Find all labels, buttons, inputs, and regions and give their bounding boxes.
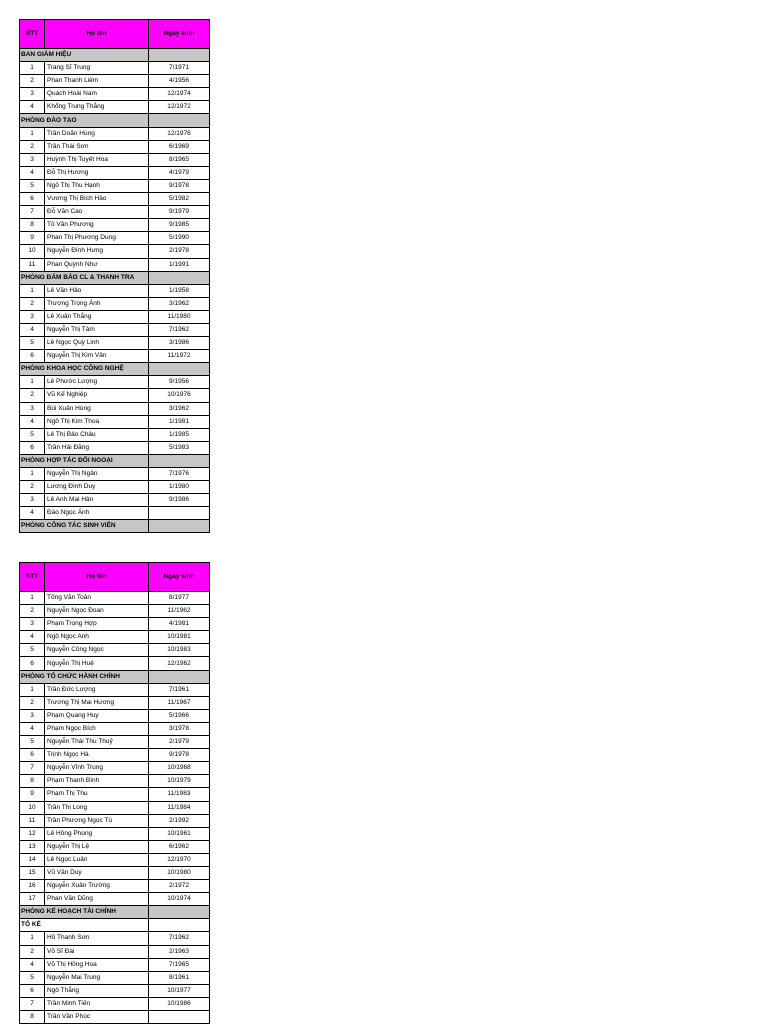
person-name: Võ Sĩ Đài (45, 945, 149, 958)
row-number: 1 (20, 683, 45, 696)
table-row (20, 310, 210, 323)
birth-date: 1/1985 (149, 428, 210, 441)
person-name: Nguyễn Thị Ngân (45, 468, 149, 481)
table-row (20, 709, 210, 722)
table-row (20, 893, 210, 906)
table-row (20, 618, 210, 631)
row-number: 6 (20, 350, 45, 363)
person-name: Nguyễn Thị Lệ (45, 840, 149, 853)
birth-date: 10/1974 (149, 893, 210, 906)
birth-date: 9/1986 (149, 494, 210, 507)
birth-date: 1/1980 (149, 481, 210, 494)
birth-date: 12/1972 (149, 101, 210, 114)
birth-date: 7/1976 (149, 468, 210, 481)
person-name: Bùi Xuân Hùng (45, 402, 149, 415)
header-name: Họ tên (45, 563, 149, 592)
birth-date: 9/1979 (149, 206, 210, 219)
birth-date: 9/1978 (149, 749, 210, 762)
person-name: Trang Sĩ Trung (45, 62, 149, 75)
row-number: 2 (20, 696, 45, 709)
birth-date: 12/1962 (149, 657, 210, 670)
row-number: 3 (20, 709, 45, 722)
birth-date: 8/1961 (149, 971, 210, 984)
birth-date: 6/1969 (149, 140, 210, 153)
table-row (20, 62, 210, 75)
row-number: 16 (20, 880, 45, 893)
birth-date: 12/1976 (149, 127, 210, 140)
birth-date: 2/1963 (149, 945, 210, 958)
row-number: 4 (20, 722, 45, 735)
person-name: Lê Văn Hảo (45, 284, 149, 297)
person-name: Lê Hồng Phong (45, 827, 149, 840)
person-name: Trần Hải Đăng (45, 441, 149, 454)
staff-table-page-2 (19, 562, 209, 1024)
birth-date: 11/1972 (149, 350, 210, 363)
row-number: 7 (20, 206, 45, 219)
row-number: 10 (20, 801, 45, 814)
row-number: 14 (20, 853, 45, 866)
birth-date: 1/1981 (149, 415, 210, 428)
table-row (20, 75, 210, 88)
section-label: TỔ KẾ (20, 919, 149, 932)
birth-date: 2/1979 (149, 736, 210, 749)
birth-date: 4/1981 (149, 618, 210, 631)
section-label: PHÒNG ĐÀO TẠO (20, 114, 149, 127)
person-name: Ngô Thị Thu Hạnh (45, 179, 149, 192)
section-empty-cell (149, 919, 210, 932)
row-number: 3 (20, 402, 45, 415)
row-number: 6 (20, 984, 45, 997)
section-empty-cell (149, 271, 210, 284)
person-name: Phạm Ngọc Bích (45, 722, 149, 735)
row-number: 6 (20, 657, 45, 670)
section-header-row (20, 271, 210, 284)
row-number: 7 (20, 997, 45, 1010)
row-number: 3 (20, 618, 45, 631)
person-name: Trần Doãn Hùng (45, 127, 149, 140)
birth-date: 8/1977 (149, 592, 210, 605)
birth-date: 2/1992 (149, 814, 210, 827)
section-empty-cell (149, 454, 210, 467)
section-empty-cell (149, 49, 210, 62)
row-number: 3 (20, 494, 45, 507)
birth-date (149, 1011, 210, 1024)
person-name: Trần Đức Lượng (45, 683, 149, 696)
row-number: 7 (20, 762, 45, 775)
row-number: 15 (20, 866, 45, 879)
table-row (20, 245, 210, 258)
row-number: 11 (20, 258, 45, 271)
table-row (20, 722, 210, 735)
person-name: Tô Văn Phương (45, 219, 149, 232)
row-number: 4 (20, 631, 45, 644)
birth-date: 5/1983 (149, 441, 210, 454)
section-header-row (20, 670, 210, 683)
birth-date: 5/1982 (149, 193, 210, 206)
table-row (20, 140, 210, 153)
person-name: Đỗ Thị Hương (45, 166, 149, 179)
table-row (20, 376, 210, 389)
person-name: Phạm Thanh Bình (45, 775, 149, 788)
header-stt: STT (20, 20, 45, 49)
person-name: Võ Thị Hồng Hoa (45, 958, 149, 971)
table-row (20, 997, 210, 1010)
birth-date: 10/1976 (149, 389, 210, 402)
person-name: Phan Văn Dũng (45, 893, 149, 906)
person-name: Trịnh Ngọc Hà (45, 749, 149, 762)
header-dob: Ngày sinh (149, 563, 210, 592)
row-number: 4 (20, 958, 45, 971)
row-number: 1 (20, 932, 45, 945)
row-number: 8 (20, 1011, 45, 1024)
table-row (20, 605, 210, 618)
table-row (20, 206, 210, 219)
table-row (20, 958, 210, 971)
section-label: PHÒNG TỔ CHỨC HÀNH CHÍNH (20, 670, 149, 683)
table-row (20, 428, 210, 441)
section-label: PHÒNG KHOA HỌC CÔNG NGHỆ (20, 363, 149, 376)
person-name: Lê Anh Mai Hân (45, 494, 149, 507)
birth-date: 10/1979 (149, 775, 210, 788)
birth-date: 9/1956 (149, 376, 210, 389)
table-row (20, 840, 210, 853)
table-row (20, 788, 210, 801)
person-name: Nguyễn Công Ngọc (45, 644, 149, 657)
table-row (20, 592, 210, 605)
header-name: Họ tên (45, 20, 149, 49)
birth-date: 11/1967 (149, 696, 210, 709)
person-name: Vũ Văn Duy (45, 866, 149, 879)
row-number: 4 (20, 101, 45, 114)
birth-date: 10/1977 (149, 984, 210, 997)
person-name: Lê Ngọc Luân (45, 853, 149, 866)
table-header-row (20, 563, 210, 592)
person-name: Ngô Ngọc Anh (45, 631, 149, 644)
table-header-row (20, 20, 210, 49)
birth-date: 6/1962 (149, 840, 210, 853)
person-name: Trần Phương Ngọc Tú (45, 814, 149, 827)
person-name: Huỳnh Thị Tuyết Hoa (45, 153, 149, 166)
section-header-row (20, 49, 210, 62)
person-name: Trần Văn Phúc (45, 1011, 149, 1024)
person-name: Hồ Thanh Sơn (45, 932, 149, 945)
person-name: Lê Thị Bảo Châu (45, 428, 149, 441)
birth-date: 7/1971 (149, 62, 210, 75)
birth-date: 2/1978 (149, 245, 210, 258)
person-name: Trương Thị Mai Hương (45, 696, 149, 709)
row-number: 6 (20, 749, 45, 762)
person-name: Nguyễn Đình Hưng (45, 245, 149, 258)
row-number: 17 (20, 893, 45, 906)
birth-date: 1/1991 (149, 258, 210, 271)
section-header-row (20, 906, 210, 919)
person-name: Phạm Trọng Hợp (45, 618, 149, 631)
table-row (20, 481, 210, 494)
table-row (20, 644, 210, 657)
row-number: 10 (20, 245, 45, 258)
row-number: 6 (20, 441, 45, 454)
birth-date: 7/1965 (149, 958, 210, 971)
section-empty-cell (149, 520, 210, 533)
birth-date: 4/1979 (149, 166, 210, 179)
section-header-row (20, 114, 210, 127)
table-row (20, 853, 210, 866)
person-name: Đỗ Văn Cao (45, 206, 149, 219)
row-number: 9 (20, 788, 45, 801)
birth-date: 1/1958 (149, 284, 210, 297)
person-name: Nguyễn Ngọc Đoan (45, 605, 149, 618)
table-row (20, 441, 210, 454)
row-number: 4 (20, 507, 45, 520)
row-number: 8 (20, 775, 45, 788)
birth-date: 9/1985 (149, 219, 210, 232)
table-row (20, 971, 210, 984)
row-number: 5 (20, 644, 45, 657)
person-name: Lê Xuân Thắng (45, 310, 149, 323)
person-name: Nguyễn Vĩnh Trung (45, 762, 149, 775)
section-header-row (20, 520, 210, 533)
birth-date: 9/1978 (149, 179, 210, 192)
birth-date: 11/1983 (149, 788, 210, 801)
person-name: Lê Ngọc Quỳ Linh (45, 337, 149, 350)
table-row (20, 932, 210, 945)
person-name: Trương Trọng Ánh (45, 297, 149, 310)
person-name: Phan Thị Phương Dung (45, 232, 149, 245)
person-name: Trần Minh Tiến (45, 997, 149, 1010)
table-row (20, 337, 210, 350)
birth-date: 5/1966 (149, 709, 210, 722)
person-name: Lê Phước Lượng (45, 376, 149, 389)
person-name: Phan Quỳnh Như (45, 258, 149, 271)
table-row (20, 468, 210, 481)
table-row (20, 984, 210, 997)
person-name: Nguyễn Thị Kim Vân (45, 350, 149, 363)
table-row (20, 814, 210, 827)
header-stt: STT (20, 563, 45, 592)
person-name: Nguyễn Thị Huệ (45, 657, 149, 670)
row-number: 2 (20, 481, 45, 494)
row-number: 1 (20, 284, 45, 297)
row-number: 11 (20, 814, 45, 827)
person-name: Quách Hoài Nam (45, 88, 149, 101)
birth-date: 10/1981 (149, 631, 210, 644)
row-number: 12 (20, 827, 45, 840)
person-name: Ngô Thắng (45, 984, 149, 997)
row-number: 1 (20, 127, 45, 140)
row-number: 4 (20, 166, 45, 179)
birth-date: 10/1961 (149, 827, 210, 840)
person-name: Vương Thị Bích Hảo (45, 193, 149, 206)
table-row (20, 1011, 210, 1024)
table-row (20, 775, 210, 788)
table-row (20, 696, 210, 709)
birth-date: 12/1974 (149, 88, 210, 101)
person-name: Trần Thái Sơn (45, 140, 149, 153)
person-name: Phạm Quang Huy (45, 709, 149, 722)
person-name: Khổng Trung Thắng (45, 101, 149, 114)
person-name: Nguyễn Thị Tâm (45, 323, 149, 336)
row-number: 1 (20, 376, 45, 389)
table-row (20, 402, 210, 415)
table-row (20, 945, 210, 958)
table-row (20, 507, 210, 520)
birth-date (149, 507, 210, 520)
row-number: 1 (20, 468, 45, 481)
person-name: Nguyễn Mai Trung (45, 971, 149, 984)
birth-date: 3/1962 (149, 297, 210, 310)
table-row (20, 166, 210, 179)
table-row (20, 323, 210, 336)
section-label: BAN GIÁM HIỆU (20, 49, 149, 62)
birth-date: 11/1962 (149, 605, 210, 618)
row-number: 9 (20, 232, 45, 245)
section-header-row (20, 919, 210, 932)
table-row (20, 762, 210, 775)
person-name: Đào Ngọc Ánh (45, 507, 149, 520)
person-name: Phan Thanh Liêm (45, 75, 149, 88)
birth-date: 10/1968 (149, 762, 210, 775)
section-header-row (20, 363, 210, 376)
header-dob: Ngày sinh (149, 20, 210, 49)
section-label: PHÒNG ĐẢM BẢO CL & THANH TRA (20, 271, 149, 284)
birth-date: 2/1972 (149, 880, 210, 893)
section-label: PHÒNG CÔNG TÁC SINH VIÊN (20, 520, 149, 533)
birth-date: 11/1984 (149, 801, 210, 814)
table-row (20, 179, 210, 192)
birth-date: 7/1962 (149, 323, 210, 336)
section-empty-cell (149, 670, 210, 683)
section-empty-cell (149, 363, 210, 376)
table-row (20, 415, 210, 428)
birth-date: 3/1978 (149, 722, 210, 735)
table-row (20, 297, 210, 310)
section-header-row (20, 454, 210, 467)
table-row (20, 657, 210, 670)
section-empty-cell (149, 906, 210, 919)
staff-table-page-1 (19, 19, 209, 533)
row-number: 3 (20, 310, 45, 323)
birth-date: 8/1965 (149, 153, 210, 166)
row-number: 5 (20, 736, 45, 749)
row-number: 8 (20, 219, 45, 232)
row-number: 1 (20, 62, 45, 75)
table-row (20, 258, 210, 271)
table-row (20, 219, 210, 232)
person-name: Tống Văn Toản (45, 592, 149, 605)
row-number: 6 (20, 193, 45, 206)
table-row (20, 749, 210, 762)
person-name: Phạm Thị Thu (45, 788, 149, 801)
row-number: 2 (20, 140, 45, 153)
birth-date: 12/1970 (149, 853, 210, 866)
birth-date: 10/1980 (149, 866, 210, 879)
section-label: PHÒNG HỢP TÁC ĐỐI NGOẠI (20, 454, 149, 467)
row-number: 4 (20, 323, 45, 336)
table-row (20, 683, 210, 696)
section-empty-cell (149, 114, 210, 127)
table-row (20, 153, 210, 166)
birth-date: 11/1980 (149, 310, 210, 323)
person-name: Ngô Thị Kim Thoa (45, 415, 149, 428)
table-row (20, 232, 210, 245)
table-row (20, 350, 210, 363)
person-name: Trần Thị Long (45, 801, 149, 814)
birth-date: 7/1962 (149, 932, 210, 945)
row-number: 5 (20, 337, 45, 350)
table-row (20, 494, 210, 507)
table-row (20, 284, 210, 297)
table-row (20, 827, 210, 840)
table-row (20, 101, 210, 114)
row-number: 2 (20, 389, 45, 402)
birth-date: 4/1956 (149, 75, 210, 88)
person-name: Lương Đình Duy (45, 481, 149, 494)
row-number: 5 (20, 428, 45, 441)
table-row (20, 736, 210, 749)
row-number: 4 (20, 415, 45, 428)
row-number: 2 (20, 945, 45, 958)
birth-date: 3/1986 (149, 337, 210, 350)
row-number: 3 (20, 88, 45, 101)
row-number: 1 (20, 592, 45, 605)
birth-date: 10/1986 (149, 997, 210, 1010)
birth-date: 10/1983 (149, 644, 210, 657)
table-row (20, 127, 210, 140)
row-number: 3 (20, 153, 45, 166)
person-name: Vũ Kế Nghiệp (45, 389, 149, 402)
row-number: 2 (20, 605, 45, 618)
table-row (20, 880, 210, 893)
table-row (20, 193, 210, 206)
table-row (20, 389, 210, 402)
table-row (20, 631, 210, 644)
row-number: 2 (20, 75, 45, 88)
row-number: 5 (20, 971, 45, 984)
person-name: Nguyễn Thái Thu Thuỷ (45, 736, 149, 749)
birth-date: 5/1990 (149, 232, 210, 245)
row-number: 2 (20, 297, 45, 310)
table-row (20, 866, 210, 879)
table-row (20, 801, 210, 814)
section-label: PHÒNG KẾ HOẠCH TÀI CHÍNH (20, 906, 149, 919)
row-number: 13 (20, 840, 45, 853)
birth-date: 3/1962 (149, 402, 210, 415)
row-number: 5 (20, 179, 45, 192)
person-name: Nguyễn Xuân Trường (45, 880, 149, 893)
birth-date: 7/1961 (149, 683, 210, 696)
table-row (20, 88, 210, 101)
